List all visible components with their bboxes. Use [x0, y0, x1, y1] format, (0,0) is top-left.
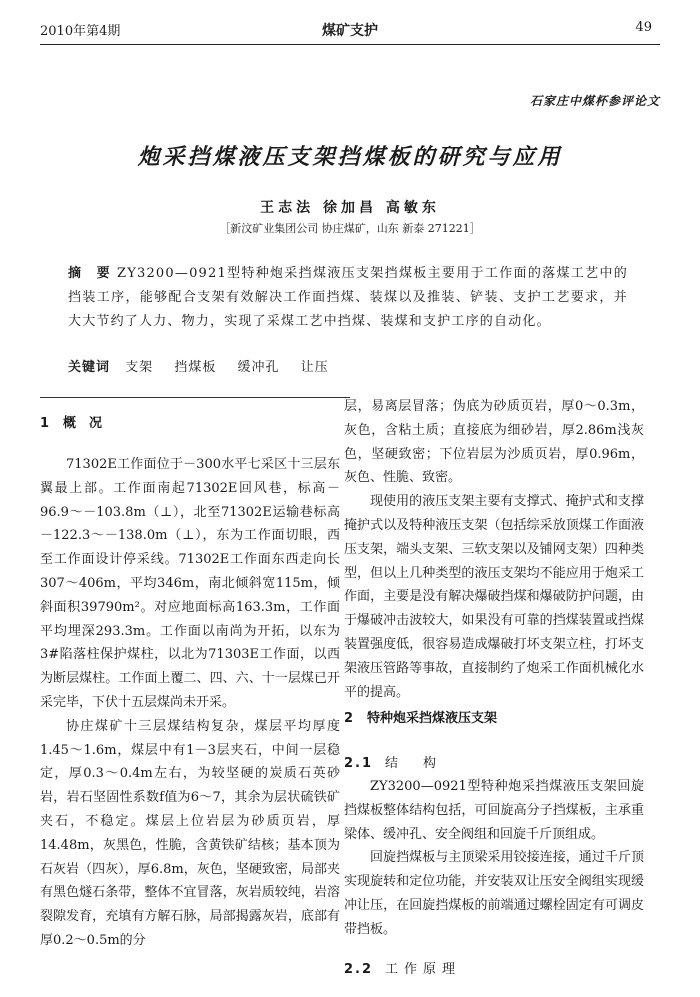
keyword: 挡煤板	[174, 360, 217, 375]
subsection-2-2-title: 工作原理	[385, 962, 462, 977]
section-1-title: 概 况	[63, 416, 103, 431]
subsection-2-2-heading	[344, 958, 461, 977]
keywords-label: 关键词	[68, 360, 111, 375]
paragraph: 71302E工作面位于－300水平七采区十三层东翼最上部。工作面南起71302E回风巷，标高－96.9～－103.8m（⊥），北至71302E运输巷标高－122.3～－138.0m（⊥），东为工作面切眼，西至工作面设计停采线。71302E工作面东西走向长307～406m，平均346m，南北倾斜宽115m，倾斜面积39790m²。对应地面标高163.3m，工作面平均埋深293.3m。工作面以南尚为开拓，以东为3#陷落柱保护煤柱，以北为71303E工作面，以西为断层煤柱。工作面上覆二、四、六、十一层煤已开采完毕，下伏十五层煤尚未开采。	[40, 457, 340, 710]
subsection-2-1-title: 结 构	[385, 756, 443, 771]
abstract-text: ZY3200—0921型特种炮采挡煤液压支架挡煤板主要用于工作面的落煤工艺中的挡装工序，能够配合支架有效解决工作面挡煤、装煤以及推装、铲装、支护工艺要求，并大大节约了人力、物力，实现了采煤工艺中挡煤、装煤和支护工序的自动化。	[68, 266, 628, 329]
header-rule	[40, 44, 660, 45]
subsection-2-2-number: 2.2	[344, 962, 374, 977]
paragraph: ZY3200—0921型特种炮采挡煤液压支架回旋挡煤板整体结构包括，可回旋高分子挡煤板，主承重梁体、缓冲孔、安全阀组和回旋千斤顶组成。	[344, 779, 644, 842]
section-kicker: 石家庄中煤杯参评论文	[529, 94, 660, 108]
abstract-rule	[40, 397, 350, 398]
subsection-2-1-number: 2.1	[344, 756, 374, 771]
section-1-number: 1	[40, 416, 50, 431]
article-title: 炮采挡煤液压支架挡煤板的研究与应用	[137, 144, 563, 170]
section-2-number: 2	[344, 711, 354, 726]
left-column	[40, 453, 340, 953]
article-authors: 王志法 徐加昌 高敏东	[260, 200, 440, 216]
subsection-2-1-body	[344, 775, 644, 942]
keywords	[68, 356, 628, 375]
paragraph: 现使用的液压支架主要有支撑式、掩护式和支撑掩护式以及特种液压支架（包括综采放顶煤工作面液压支架，端头支架、三软支架以及铺网支架）四种类型，但以上几种类型的液压支架均不能应用于炮采工作面，主要是没有解决爆破挡煤和爆破防护问题，由于爆破冲击波较大，如果没有可靠的挡煤装置或挡煤装置强度低，很容易造成爆破打坏支架立柱，打坏支架液压管路等事故，直接制约了炮采工作面机械化水平的提高。	[344, 494, 644, 700]
subsection-2-1-heading	[344, 752, 442, 771]
keyword: 缓冲孔	[237, 360, 280, 375]
abstract	[68, 262, 628, 334]
header-page-number: 49	[635, 20, 652, 35]
paragraph-continuation: 层，易离层冒落；伪底为砂质页岩，厚0～0.3m，灰色，含粘土质；直接底为细砂岩，厚2.86m浅灰色，坚硬致密；下位岩层为沙质页岩，厚0.96m，灰色、性脆、致密。	[344, 399, 644, 486]
paragraph: 回旋挡煤板与主顶梁采用铰接连接，通过千斤顶实现旋转和定位功能，并安装双让压安全阀组实现缓冲让压，在回旋挡煤板的前端通过螺栓固定有可调皮带挡板。	[344, 850, 644, 937]
article-affiliation: ［新汶矿业集团公司 协庄煤矿，山东 新泰 271221］	[219, 222, 481, 235]
abstract-label: 摘 要	[68, 266, 111, 281]
keyword: 支架	[125, 360, 154, 375]
header-issue: 2010年第4期	[40, 24, 121, 39]
section-2-heading	[344, 707, 497, 726]
section-1-heading	[40, 412, 102, 431]
section-2-title: 特种炮采挡煤液压支架	[367, 711, 498, 726]
paragraph: 协庄煤矿十三层煤结构复杂，煤层平均厚度1.45～1.6m，煤层中有1－3层夹石，中间一层稳定，厚0.3～0.4m左右，为较坚硬的炭质石英砂岩，岩石坚固性系数f值为6～7，其余为层状硫铁矿夹石，不稳定。煤层上位岩层为砂质页岩，厚14.48m，灰黑色，性脆，含黄铁矿结核；基本顶为石灰岩（四灰），厚6.8m，灰色，坚硬致密，局部夹有黑色燧石条带，整体不宜冒落，灰岩质较纯，岩溶裂隙发育，充填有方解石脉，局部揭露灰岩，底部有厚0.2～0.5m的分	[40, 718, 340, 948]
right-column	[344, 395, 644, 704]
header-journal: 煤矿支护	[322, 23, 378, 39]
keyword: 让压	[300, 360, 329, 375]
